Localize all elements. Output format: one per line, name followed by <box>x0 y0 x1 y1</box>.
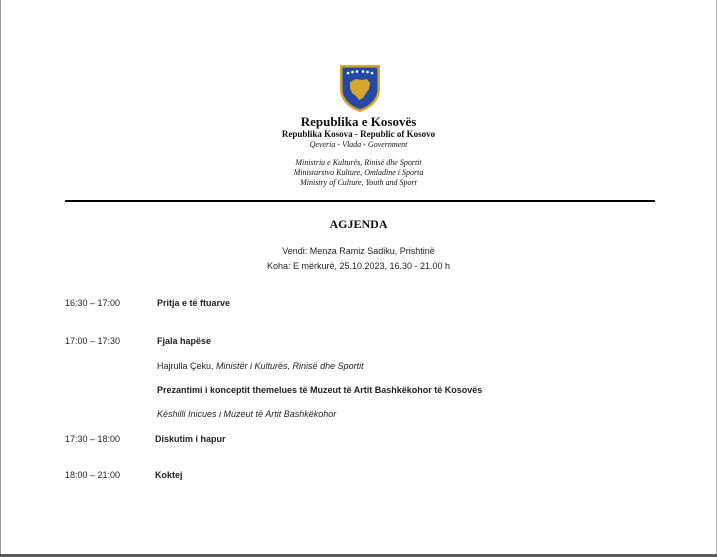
ministry-serbian: Ministarstvo Kulture, Omladine i Sporta <box>293 168 424 177</box>
page-left-border <box>0 0 1 557</box>
agenda-item-time: 18:00 – 21:00 <box>65 470 121 480</box>
presenter-name: Këshilli Inicues i Muzeut të Artit Bashkëkohor <box>157 409 337 419</box>
agenda-item-time: 17:00 – 17:30 <box>65 336 121 346</box>
speaker-name: Hajrulla Çeku, <box>157 361 217 371</box>
government-line: Qeveria - Vlada - Government <box>309 140 408 149</box>
header-divider <box>65 200 655 202</box>
agenda-venue: Vendi: Menza Ramiz Sadiku, Prishtinë <box>282 246 435 256</box>
republic-title: Republika e Kosovës <box>300 114 417 129</box>
ministry-english: Ministry of Culture, Youth and Sport <box>300 178 417 187</box>
agenda-item-time: 16:30 – 17:00 <box>65 298 121 308</box>
republic-subtitle: Republika Kosova - Republic of Kosovo <box>281 129 436 139</box>
agenda-item-time: 17:30 – 18:00 <box>65 434 121 444</box>
presentation-title: Prezantimi i konceptit themelues të Muzeut të Artit Bashkëkohor të Kosovës <box>157 385 483 395</box>
ministry-albanian: Ministria e Kulturës, Rinisë dhe Sportit <box>295 158 422 167</box>
speaker-role: Ministër i Kulturës, Rinisë dhe Sportit <box>216 361 364 371</box>
agenda-item-title: Pritja e të ftuarve <box>157 298 231 308</box>
agenda-item-title: Koktej <box>155 470 183 480</box>
speaker-line <box>157 361 364 371</box>
agenda-time: Koha: E mërkurë, 25.10.2023, 16.30 - 21.00 h <box>266 261 451 271</box>
agenda-item-title: Fjala hapëse <box>157 336 212 346</box>
kosovo-coat-of-arms-icon <box>338 63 382 113</box>
agenda-title: AGJENDA <box>329 217 388 231</box>
agenda-item-title: Diskutim i hapur <box>155 434 226 444</box>
